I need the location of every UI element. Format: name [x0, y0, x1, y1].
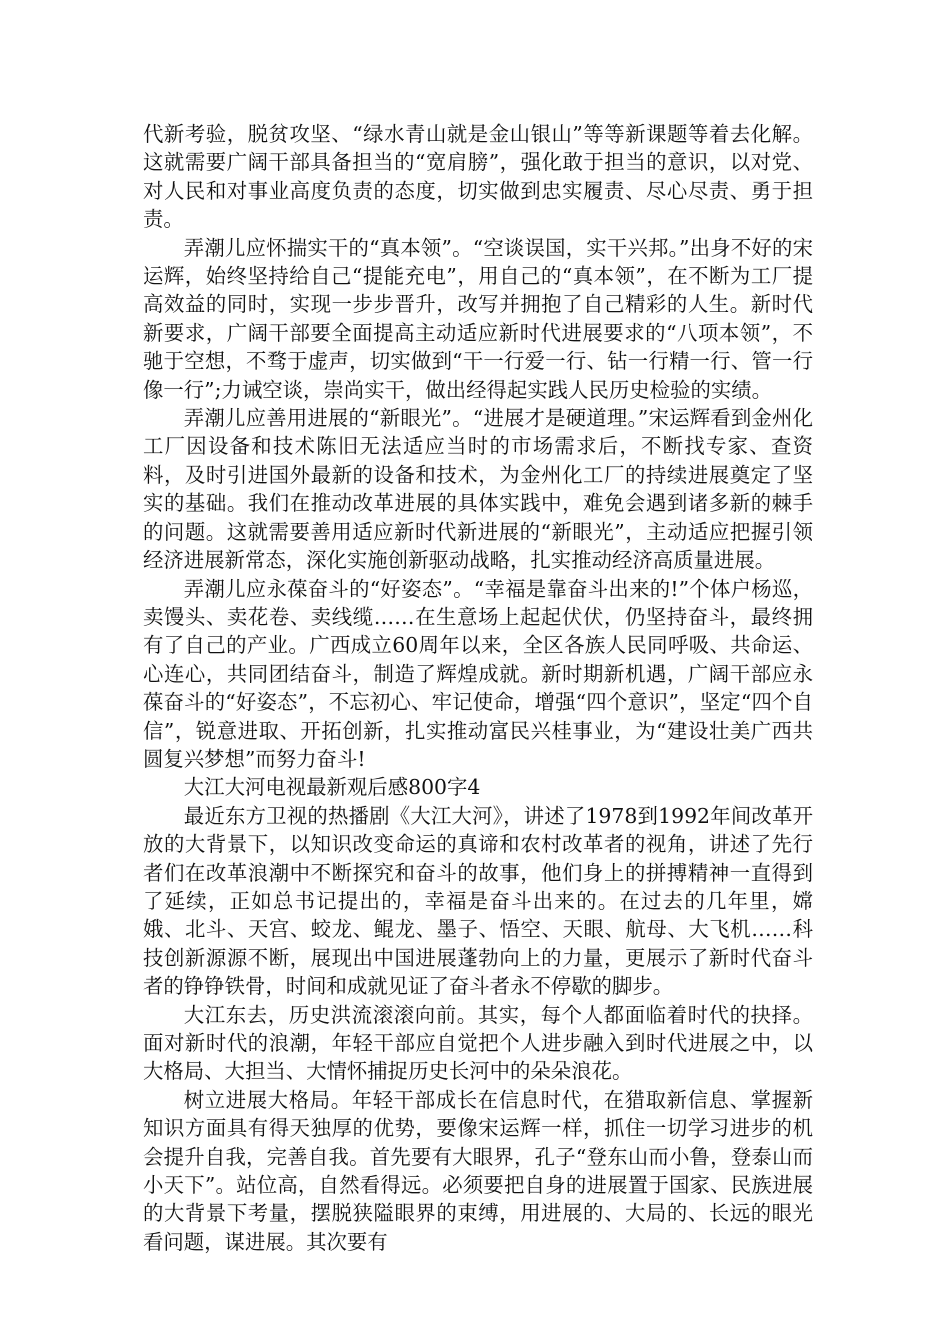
paragraph-new-vision: 弄潮儿应善用进展的“新眼光”。“进展才是硬道理。”宋运辉看到金州化工厂因设备和技术陈旧无法适应当时的市场需求后，不断找专家、查资料，及时引进国外最新的设备和技术，为金州化工厂的持续进展奠定了坚实的基础。我们在推动改革进展的具体实践中，难免会遇到诸多新的棘手的问题。这就需要善用适应新时代新进展的“新眼光”，主动适应把握引领经济进展新常态，深化实施创新驱动战略，扎实推动经济高质量进展。 [143, 406, 813, 573]
paragraph-continued: 代新考验，脱贫攻坚、“绿水青山就是金山银山”等等新课题等着去化解。这就需要广阔干部具备担当的“宽肩膀”，强化敢于担当的意识，以对党、对人民和对事业高度负责的态度，切实做到忠实履责、尽心尽责、勇于担责。 [143, 122, 813, 232]
document-body [143, 120, 813, 1256]
paragraph-real-skills: 弄潮儿应怀揣实干的“真本领”。“空谈误国，实干兴邦。”出身不好的宋运辉，始终坚持给自己“提能充电”，用自己的“真本领”，在不断为工厂提高效益的同时，实现一步步晋升，改写并拥抱了自己精彩的人生。新时代新要求，广阔干部要全面提高主动适应新时代进展要求的“八项本领”，不驰于空想，不骛于虚声，切实做到“干一行爱一行、钻一行精一行、管一行像一行”;力诫空谈，崇尚实干，做出经得起实践人民历史检验的实绩。 [143, 235, 813, 402]
paragraph-big-picture: 树立进展大格局。年轻干部成长在信息时代，在猎取新信息、掌握新知识方面具有得天独厚的优势，要像宋运辉一样，抓住一切学习进步的机会提升自我，完善自我。首先要有大眼界，孔子“登东山而小鲁，登泰山而小天下”。站位高，自然看得远。必须要把自身的进展置于国家、民族进展的大背景下考量，摆脱狭隘眼界的束缚，用进展的、大局的、长远的眼光看问题，谋进展。其次要有 [143, 1087, 813, 1254]
paragraph-history-tide: 大江东去，历史洪流滚滚向前。其实，每个人都面临着时代的抉择。面对新时代的浪潮，年轻干部应自觉把个人进步融入到时代进展之中，以大格局、大担当、大情怀捕捉历史长河中的朵朵浪花。 [143, 1002, 813, 1084]
paragraph-drama-intro: 最近东方卫视的热播剧《大江大河》，讲述了1978到1992年间改革开放的大背景下，以知识改变命运的真谛和农村改革者的视角，讲述了先行者们在改革浪潮中不断探究和奋斗的故事，他们身上的拼搏精神一直得到了延续，正如总书记提出的，幸福是奋斗出来的。在过去的几年里，嫦娥、北斗、天宫、蛟龙、鲲龙、墨子、悟空、天眼、航母、大飞机……科技创新源源不断，展现出中国进展蓬勃向上的力量，更展示了新时代奋斗者的铮铮铁骨，时间和成就见证了奋斗者永不停歇的脚步。 [143, 803, 813, 999]
paragraph-good-attitude: 弄潮儿应永葆奋斗的“好姿态”。“幸福是靠奋斗出来的!”个体户杨巡，卖馒头、卖花卷、卖线缆……在生意场上起起伏伏，仍坚持奋斗，最终拥有了自己的产业。广西成立60周年以来，全区各族人民同呼吸、共命运、心连心，共同团结奋斗，制造了辉煌成就。新时期新机遇，广阔干部应永葆奋斗的“好姿态”，不忘初心、牢记使命，增强“四个意识”，坚定“四个自信”，锐意进取、开拓创新，扎实推动富民兴桂事业，为“建设壮美广西共圆复兴梦想”而努力奋斗! [143, 576, 813, 771]
section-heading: 大江大河电视最新观后感800字4 [183, 775, 481, 800]
